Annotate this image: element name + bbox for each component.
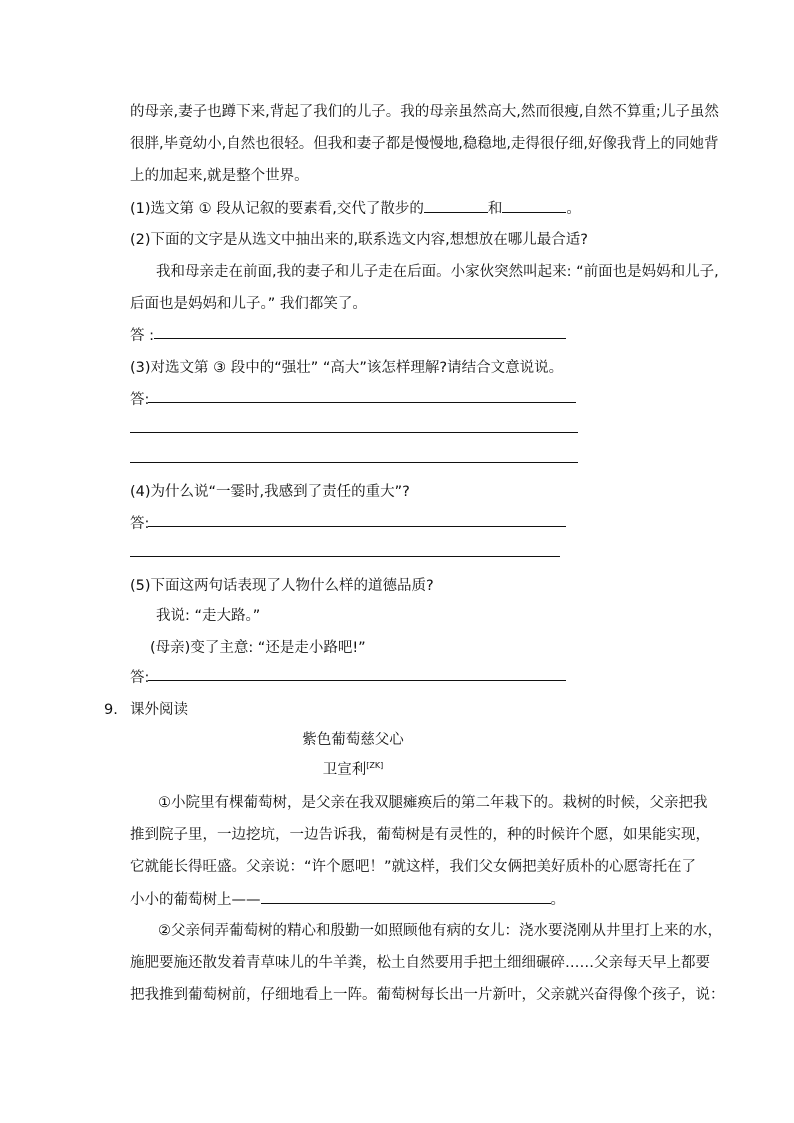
- question-1-connector: 和: [487, 201, 503, 217]
- question-1-blank-2[interactable]: [502, 198, 566, 213]
- question-1: [130, 198, 581, 219]
- question-4-answer-label: 答:: [130, 516, 150, 532]
- passage-line-3: 上的加起来,就是整个世界。: [130, 168, 309, 184]
- question-1-end: 。: [566, 201, 581, 217]
- question-3-answer-line-2[interactable]: [130, 432, 578, 433]
- question-1-blank-1[interactable]: [424, 198, 488, 213]
- article-p1-line-1: ①小院里有棵葡萄树，是父亲在我双腿瘫痪后的第二年栽下的。栽树的时候，父亲把我: [158, 795, 708, 811]
- question-3-answer-line-1[interactable]: [148, 402, 576, 403]
- question-5-quote-2: (母亲)变了主意: “还是走小路吧!”: [150, 640, 366, 656]
- article-p1-line-4: [130, 889, 565, 910]
- question-5-answer-line[interactable]: [148, 680, 566, 681]
- article-p2-line-2: 施肥要施还散发着青草味儿的牛羊粪，松土自然要用手把土细细碾碎……父亲每天早上都要: [130, 955, 710, 971]
- question-2-answer-line[interactable]: [154, 338, 566, 339]
- question-2-quote-line-1: 我和母亲走在前面,我的妻子和儿子走在后面。小家伙突然叫起来: “前面也是妈妈和儿子,: [156, 264, 719, 280]
- passage-line-1: 的母亲,妻子也蹲下来,背起了我们的儿子。我的母亲虽然高大,然而很瘦,自然不算重;儿子虽然: [130, 104, 719, 120]
- article-p1-line-2: 推到院子里，一边挖坑，一边告诉我，葡萄树是有灵性的，种的时候许个愿，如果能实现，: [130, 827, 710, 843]
- question-2-quote-line-2: 后面也是妈妈和儿子。” 我们都笑了。: [130, 296, 367, 312]
- question-3-answer-line-3[interactable]: [130, 462, 578, 463]
- question-4-answer-line-1[interactable]: [148, 526, 566, 527]
- article-title: 紫色葡萄慈父心: [302, 732, 404, 748]
- article-p2-line-3: 把我推到葡萄树前，仔细地看上一阵。葡萄树每长出一片新叶，父亲就兴奋得像个孩子，说：: [130, 987, 725, 1003]
- author-name: 卫宣利: [322, 762, 367, 778]
- question-3-text: (3)对选文第 ③ 段中的“强壮” “高大”该怎样理解?请结合文意说说。: [130, 360, 564, 376]
- question-4-answer-line-2[interactable]: [130, 556, 560, 557]
- article-p1-line-3: 它就能长得旺盛。父亲说：“许个愿吧！”就这样，我们父女俩把美好质朴的心愿寄托在了: [130, 859, 697, 875]
- article-p2-line-1: ②父亲伺弄葡萄树的精心和殷勤一如照顾他有病的女儿：浇水要浇刚从井里打上来的水，: [158, 923, 722, 939]
- question-5-answer-label: 答:: [130, 670, 150, 686]
- article-fill-blank[interactable]: [261, 889, 551, 904]
- question-5-text: (5)下面这两句话表现了人物什么样的道德品质?: [130, 578, 434, 594]
- question-4-text: (4)为什么说“一霎时,我感到了责任的重大”?: [130, 484, 410, 500]
- source-mark: [ZK]: [366, 761, 384, 770]
- section-9-heading: 课外阅读: [130, 702, 188, 718]
- question-3-answer-label: 答:: [130, 392, 150, 408]
- article-p1-end: 。: [550, 892, 565, 908]
- passage-line-2: 很胖,毕竟幼小,自然也很轻。但我和妻子都是慢慢地,稳稳地,走得很仔细,好像我背上的同她背: [130, 136, 719, 152]
- question-2-text: (2)下面的文字是从选文中抽出来的,联系选文内容,想想放在哪儿最合适?: [130, 232, 588, 248]
- question-5-quote-1: 我说: “走大路。”: [156, 608, 261, 624]
- question-1-text: (1)选文第 ① 段从记叙的要素看,交代了散步的: [130, 201, 424, 217]
- article-p1-line-4-text: 小小的葡萄树上——: [130, 892, 261, 908]
- article-author: [130, 760, 576, 780]
- section-9-number: 9.: [104, 702, 118, 718]
- question-2-answer-label: 答 :: [130, 328, 154, 344]
